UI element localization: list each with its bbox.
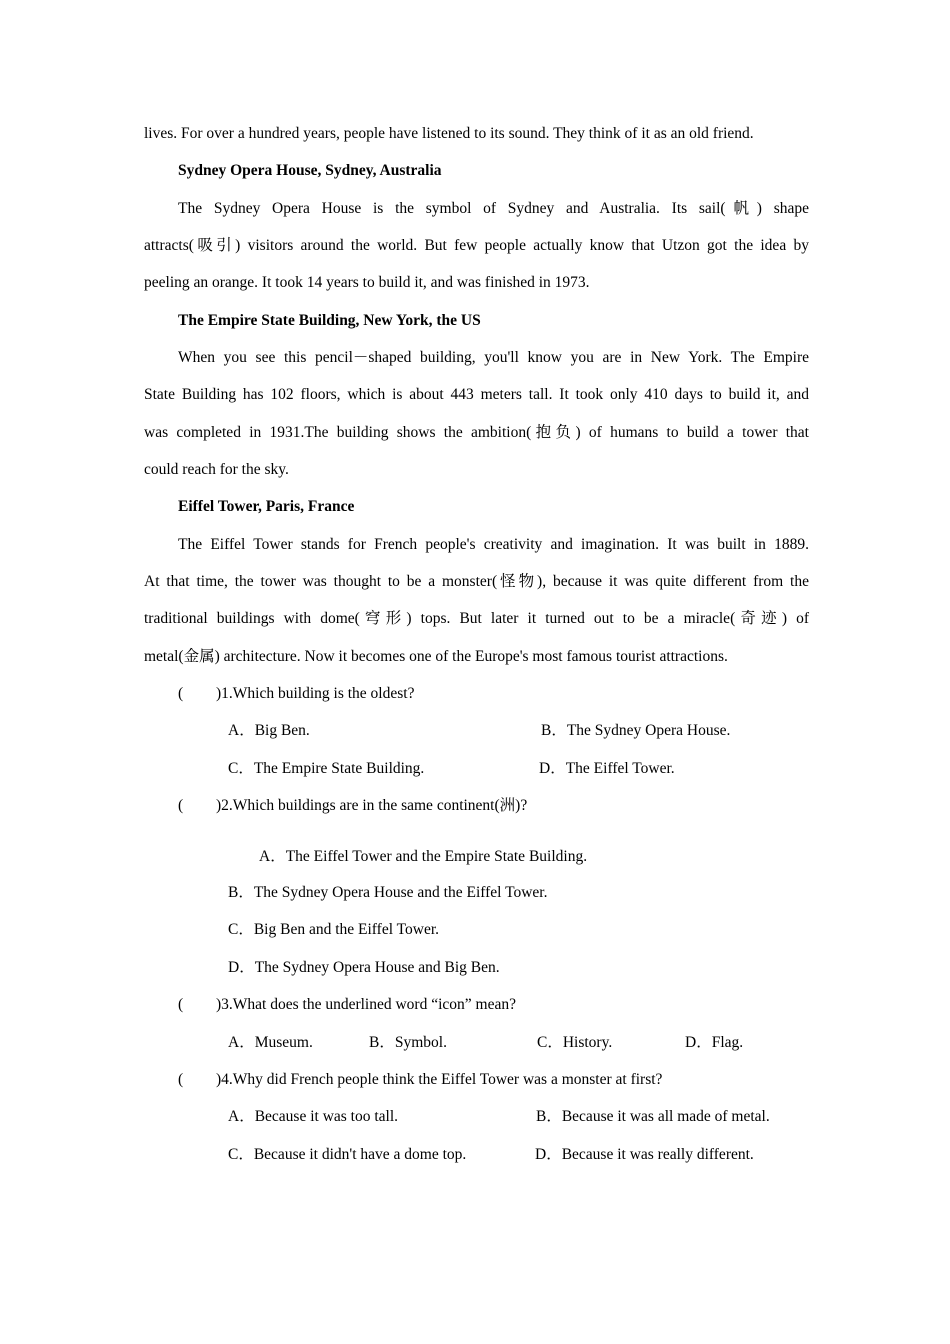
- question-2-option-d[interactable]: D．The Sydney Opera House and Big Ben.: [228, 959, 500, 976]
- question-3-option-d[interactable]: D．Flag.: [685, 1034, 744, 1051]
- empire-heading: The Empire State Building, New York, the US: [178, 312, 481, 329]
- question-1-option-b[interactable]: B．The Sydney Opera House.: [541, 722, 731, 739]
- answer-blank-2[interactable]: (: [178, 797, 184, 814]
- answer-blank-3[interactable]: (: [178, 996, 184, 1013]
- question-3-option-b[interactable]: B．Symbol.: [369, 1034, 447, 1051]
- question-2-option-a[interactable]: A．The Eiffel Tower and the Empire State Building.: [259, 848, 588, 865]
- eiffel-heading: Eiffel Tower, Paris, France: [178, 498, 355, 515]
- question-2-text: )2.Which buildings are in the same continent(洲)?: [216, 797, 528, 814]
- answer-blank-4[interactable]: (: [178, 1071, 184, 1088]
- sydney-heading: Sydney Opera House, Sydney, Australia: [178, 162, 442, 179]
- eiffel-line-1: The Eiffel Tower stands for French people's creativity and imagination. It was built in 1889.: [178, 536, 809, 553]
- answer-blank-1[interactable]: (: [178, 685, 184, 702]
- question-2-option-b[interactable]: B．The Sydney Opera House and the Eiffel Tower.: [228, 884, 548, 901]
- question-3-option-a[interactable]: A．Museum.: [228, 1034, 313, 1051]
- eiffel-line-3: traditional buildings with dome(穹形) tops. But later it turned out to be a miracle(奇迹) of: [144, 610, 809, 627]
- intro-tail-line: lives. For over a hundred years, people have listened to its sound. They think of it as an old friend.: [144, 125, 754, 142]
- question-4-option-b[interactable]: B．Because it was all made of metal.: [536, 1108, 770, 1125]
- question-4-text: )4.Why did French people think the Eiffel Tower was a monster at first?: [216, 1071, 663, 1088]
- sydney-line-1: The Sydney Opera House is the symbol of Sydney and Australia. Its sail(帆) shape: [178, 200, 809, 217]
- question-1-option-d[interactable]: D．The Eiffel Tower.: [539, 760, 675, 777]
- question-1-option-a[interactable]: A．Big Ben.: [228, 722, 310, 739]
- question-4-option-c[interactable]: C．Because it didn't have a dome top.: [228, 1146, 467, 1163]
- question-4-option-a[interactable]: A．Because it was too tall.: [228, 1108, 399, 1125]
- question-3-text: )3.What does the underlined word “icon” mean?: [216, 996, 516, 1013]
- sydney-line-3: peeling an orange. It took 14 years to build it, and was finished in 1973.: [144, 274, 590, 291]
- question-3-option-c[interactable]: C．History.: [537, 1034, 613, 1051]
- sydney-line-2: attracts(吸引) visitors around the world. But few people actually know that Utzon got the idea by: [144, 237, 809, 254]
- eiffel-line-2: At that time, the tower was thought to be a monster(怪物), because it was quite different from the: [144, 573, 809, 590]
- empire-line-2: State Building has 102 floors, which is about 443 meters tall. It took only 410 days to build it, and: [144, 386, 809, 403]
- empire-line-4: could reach for the sky.: [144, 461, 289, 478]
- empire-line-3: was completed in 1931.The building shows the ambition(抱负) of humans to build a tower that: [144, 424, 809, 441]
- eiffel-line-4: metal(金属) architecture. Now it becomes one of the Europe's most famous tourist attractions.: [144, 648, 728, 665]
- question-4-option-d[interactable]: D．Because it was really different.: [535, 1146, 754, 1163]
- empire-line-1: When you see this pencil－shaped building, you'll know you are in New York. The Empire: [178, 349, 809, 366]
- question-1-option-c[interactable]: C．The Empire State Building.: [228, 760, 425, 777]
- question-1-text: )1.Which building is the oldest?: [216, 685, 415, 702]
- question-2-option-c[interactable]: C．Big Ben and the Eiffel Tower.: [228, 921, 440, 938]
